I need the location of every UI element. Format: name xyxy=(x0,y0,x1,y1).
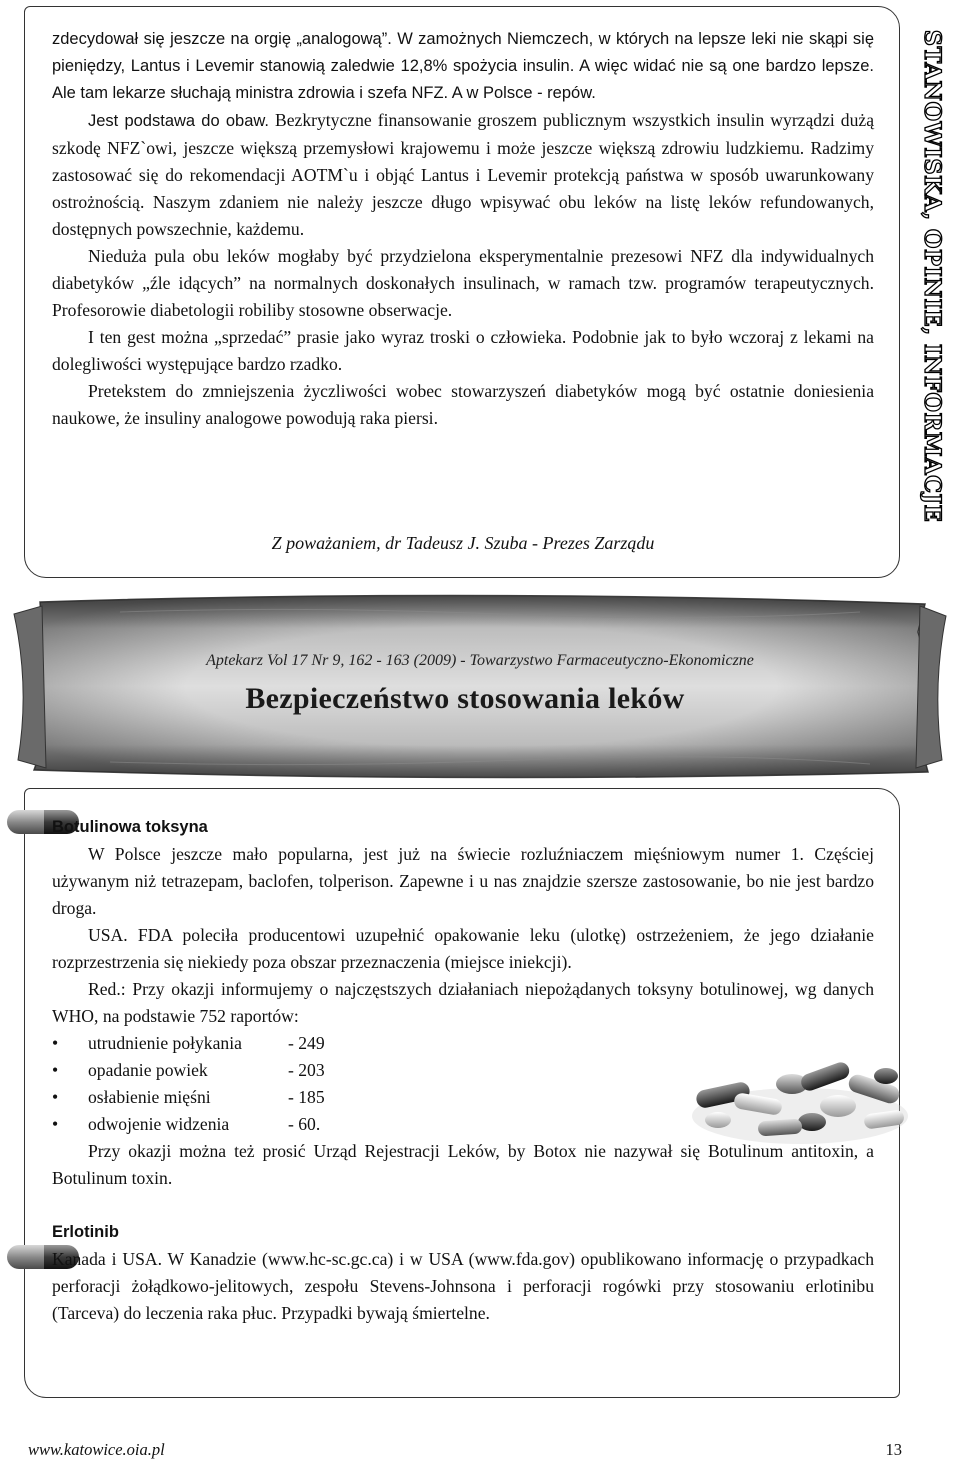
side-effect-name: osłabienie mięśni xyxy=(88,1087,211,1107)
side-label-text: STANOWISKA, OPINIE, INFORMACJE xyxy=(919,29,945,523)
bullet-mark: • xyxy=(52,1060,59,1080)
paragraph-4: I ten gest można „sprzedać” prasie jako wyraz troski o człowieka. Podobnie jak to było wczoraj z lekami na dolegliwości występujące bardzo rzadko. xyxy=(52,327,874,374)
botox-paragraph-3: Red.: Przy okazji informujemy o najczęstszych działaniach niepożądanych toksyny botulinowej, wg danych WHO, na podstawie 752 raportów: xyxy=(52,979,874,1026)
paragraph-1: zdecydował się jeszcze na orgię „analogową”. W zamożnych Niemczech, w których na lepsze leki nie skąpi się pieniędzy, Lantus i Levemir stanowią zaledwie 12,8% spożycia insulin. A więc widać nie są one bardzo lepsze. Ale tam lekarze słuchają ministra zdrowia i szefa NFZ. A w Polsce - repów. xyxy=(52,30,874,102)
section-side-label xyxy=(904,4,960,548)
paragraph-3: Nieduża pula obu leków mogłaby być przydzielona eksperymentalnie prezesowi NFZ dla indywidualnych diabetyków „źle idących” na normalnych doskonałych insulinach, w ramach tzw. programów terapeutycznych. Profesorowie diabetologii robiliby stosowne obserwacje. xyxy=(52,246,874,320)
botox-paragraph-1: W Polsce jeszcze mało popularna, jest już na świecie rozluźniaczem mięśniowym numer 1. Częściej używanym niż tetrazepam, baclofen, tolperison. Zapewne i u nas znajdzie szersze zastosowanie, bo nie jest bardzo droga. xyxy=(52,844,874,918)
botox-paragraph-2: USA. FDA poleciła producentowi uzupełnić opakowanie leku (ulotkę) ostrzeżeniem, że jego działanie rozprzestrzenia się niekiedy poza obszar przeznaczenia (miejsce iniekcji). xyxy=(52,925,874,972)
bullet-mark: • xyxy=(52,1033,59,1053)
list-item xyxy=(52,1030,874,1057)
botox-paragraph-4: Przy okazji można też prosić Urząd Rejestracji Leków, by Botox nie nazywał się Botulinum antitoxin, a Botulinum toxin. xyxy=(52,1141,874,1188)
journal-citation: Aptekarz Vol 17 Nr 9, 162 - 163 (2009) - Towarzystwo Farmaceutyczno-Ekonomiczne xyxy=(206,652,754,669)
paragraph-5: Pretekstem do zmniejszenia życzliwości wobec stowarzyszeń diabetyków mogą być ostatnie doniesienia naukowe, że insuliny analogowe powodują raka piersi. xyxy=(52,381,874,428)
bullet-mark: • xyxy=(52,1114,59,1134)
pills-illustration xyxy=(688,1056,912,1148)
page-number: 13 xyxy=(885,1440,902,1459)
top-article-text xyxy=(52,26,874,432)
side-effect-name: opadanie powiek xyxy=(88,1060,208,1080)
erlotinib-paragraph-1: Kanada i USA. W Kanadzie (www.hc-sc.gc.ca) i w USA (www.fda.gov) opublikowano informację o przypadkach perforacji żołądkowo-jelitowych, zespołu Stevens-Johnsona i perforacji rogówki przy stosowaniu erlotinibu (Tarceva) do leczenia raka płuc. Przypadki bywają śmiertelne. xyxy=(52,1249,874,1323)
paragraph-2 xyxy=(52,107,874,243)
paragraph-2-lead: Jest podstawa do obaw. xyxy=(88,112,269,130)
side-effect-name: odwojenie widzenia xyxy=(88,1114,230,1134)
bullet-mark: • xyxy=(52,1087,59,1107)
side-effect-name: utrudnienie połykania xyxy=(88,1033,242,1053)
paragraph-2-body: Bezkrytyczne finansowanie groszem publicznym wszystkich insulin wyrządzi dużą szkodę NFZ`owi, jeszcze większą przemysłowi krajowemu i może jeszcze większą zdrowiu ludzkiemu. Radzimy zastosować się do rekomendacji AOTM`u i objąć Lantus i Levemir protekcją państwa w sposób uwarunkowany ostrożnością. Naszym zdaniem nie należy jeszcze długo wpisywać obu leków na listę leków refundowanych, dostępnych powszechnie, każdemu. xyxy=(52,110,875,239)
side-effect-count: - 203 xyxy=(288,1060,325,1080)
side-effect-count: - 185 xyxy=(288,1087,325,1107)
spacer xyxy=(52,1192,874,1219)
footer-website: www.katowice.oia.pl xyxy=(28,1440,165,1459)
section-title: Bezpieczeństwo stosowania leków xyxy=(245,682,685,715)
side-effect-count: - 60. xyxy=(288,1114,321,1134)
side-effect-count: - 249 xyxy=(288,1033,325,1053)
signature: Z poważaniem, dr Tadeusz J. Szuba - Prezes Zarządu xyxy=(271,533,655,553)
botox-heading: Botulinowa toksyna xyxy=(52,818,208,836)
erlotinib-heading: Erlotinib xyxy=(52,1223,119,1241)
